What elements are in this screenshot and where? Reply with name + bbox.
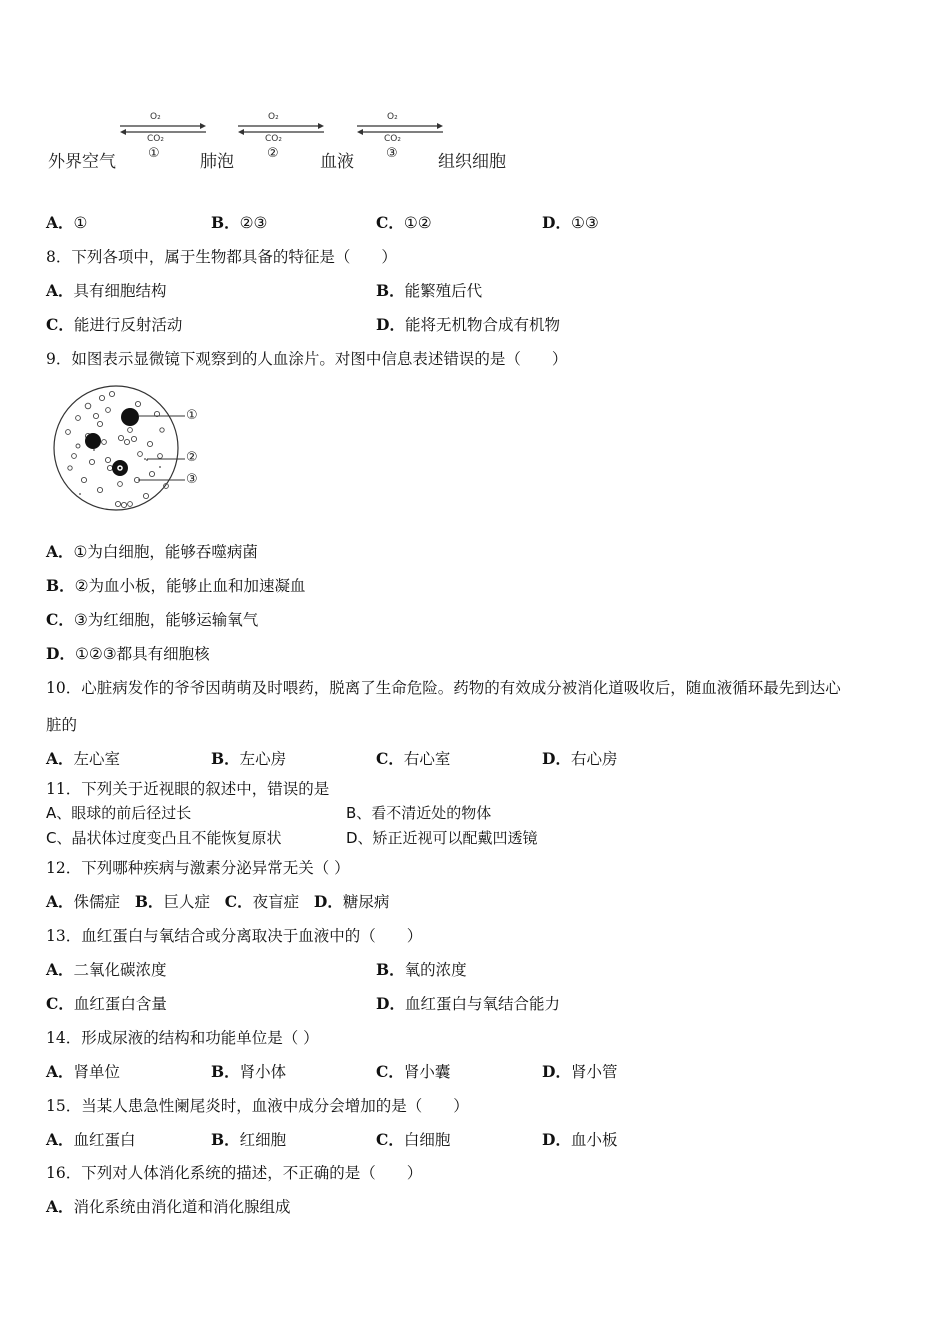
- option-d[interactable]: [542, 211, 599, 233]
- question-stem: 11．下列关于近视眼的叙述中，错误的是: [46, 780, 330, 798]
- option-c[interactable]: [376, 1060, 450, 1082]
- option-a[interactable]: [46, 279, 167, 301]
- option-text: 肾小体: [239, 1063, 287, 1081]
- option-d[interactable]: [314, 893, 389, 911]
- option-letter: D．: [376, 315, 405, 334]
- option-c[interactable]: [376, 1128, 450, 1150]
- option-d[interactable]: [542, 747, 617, 769]
- option-letter: C．: [46, 610, 74, 629]
- option-text: 能进行反射活动: [73, 316, 183, 334]
- option-text: 左心房: [239, 750, 287, 768]
- co2-label: CO₂: [384, 134, 401, 144]
- figure-label-2: ②: [186, 450, 198, 465]
- question-stem: 8．下列各项中，属于生物都具备的特征是（ ）: [46, 248, 397, 266]
- node-alveoli: 肺泡: [200, 152, 234, 172]
- option-text: 消化系统由消化道和消化腺组成: [73, 1198, 291, 1216]
- option-a[interactable]: A、眼球的前后径过长: [46, 804, 192, 822]
- option-letter: A．: [46, 892, 74, 911]
- option-text: 能繁殖后代: [404, 282, 483, 300]
- option-letter: A．: [46, 1062, 74, 1081]
- option-letter: B．: [211, 1130, 240, 1149]
- option-letter: A．: [46, 960, 74, 979]
- option-text: 右心房: [570, 750, 618, 768]
- option-text: ②③: [239, 214, 268, 232]
- option-a[interactable]: [46, 1060, 120, 1082]
- step-mark-3: ③: [386, 146, 398, 161]
- option-b[interactable]: [211, 747, 286, 769]
- question-stem: 15．当某人患急性阑尾炎时，血液中成分会增加的是（ ）: [46, 1097, 469, 1115]
- option-b[interactable]: [46, 574, 306, 596]
- option-text: 血红蛋白与氧结合能力: [404, 995, 560, 1013]
- option-text: 白细胞: [403, 1131, 451, 1149]
- option-letter: D．: [376, 994, 405, 1013]
- option-d[interactable]: [542, 1060, 617, 1082]
- question-stem-continued: 脏的: [46, 716, 78, 734]
- option-a[interactable]: [46, 958, 167, 980]
- option-c[interactable]: [376, 211, 432, 233]
- option-letter: A．: [46, 281, 74, 300]
- option-letter: A．: [46, 1197, 74, 1216]
- option-text: 具有细胞结构: [73, 282, 167, 300]
- option-text: 血小板: [570, 1131, 618, 1149]
- option-d[interactable]: D、矫正近视可以配戴凹透镜: [346, 829, 538, 847]
- option-text: 能将无机物合成有机物: [404, 316, 560, 334]
- question-stem: 12．下列哪种疾病与激素分泌异常无关（ ）: [46, 859, 350, 877]
- option-letter: C．: [224, 892, 253, 911]
- option-text: ①: [73, 214, 88, 232]
- option-d[interactable]: [46, 642, 210, 664]
- option-text: ①②: [403, 214, 432, 232]
- q12-options-row: [46, 890, 389, 912]
- question-stem: 10．心脏病发作的爷爷因萌萌及时喂药，脱离了生命危险。药物的有效成分被消化道吸收后，随血液循环最先到达心: [46, 679, 841, 697]
- option-letter: A．: [46, 213, 74, 232]
- option-letter: C．: [46, 994, 74, 1013]
- o2-label: O₂: [268, 112, 279, 122]
- option-text: ①②③都具有细胞核: [74, 645, 210, 663]
- co2-label: CO₂: [147, 134, 164, 144]
- option-text: 右心室: [403, 750, 451, 768]
- option-letter: D．: [542, 749, 571, 768]
- option-c[interactable]: [225, 893, 299, 911]
- option-text: ①为白细胞，能够吞噬病菌: [73, 543, 258, 561]
- node-tissue-cells: 组织细胞: [438, 152, 506, 172]
- option-letter: B．: [376, 281, 405, 300]
- option-text: ①③: [570, 214, 599, 232]
- question-stem: 16．下列对人体消化系统的描述，不正确的是（ ）: [46, 1164, 423, 1182]
- option-a[interactable]: [46, 211, 87, 233]
- option-text: 红细胞: [239, 1131, 287, 1149]
- option-text: 肾小管: [570, 1063, 618, 1081]
- option-letter: C．: [376, 1130, 404, 1149]
- step-mark-2: ②: [267, 146, 279, 161]
- option-b[interactable]: [211, 211, 267, 233]
- option-letter: C．: [376, 749, 404, 768]
- option-letter: D．: [542, 1130, 571, 1149]
- option-letter: D．: [542, 213, 571, 232]
- option-text: 巨人症: [163, 893, 210, 911]
- option-a[interactable]: [46, 540, 258, 562]
- option-text: 血红蛋白: [73, 1131, 136, 1149]
- option-d[interactable]: [376, 313, 560, 335]
- co2-label: CO₂: [265, 134, 282, 144]
- option-letter: B．: [211, 749, 240, 768]
- option-letter: B．: [376, 960, 405, 979]
- figure-label-3: ③: [186, 472, 198, 487]
- option-text: 二氧化碳浓度: [73, 961, 167, 979]
- option-letter: D．: [542, 1062, 571, 1081]
- option-b[interactable]: [211, 1128, 286, 1150]
- step-mark-1: ①: [148, 146, 160, 161]
- option-a[interactable]: [46, 1128, 136, 1150]
- option-a[interactable]: [46, 893, 120, 911]
- option-a[interactable]: [46, 747, 120, 769]
- option-letter: C．: [46, 315, 74, 334]
- question-stem: 9．如图表示显微镜下观察到的人血涂片。对图中信息表述错误的是（ ）: [46, 350, 568, 368]
- option-letter: B．: [211, 1062, 240, 1081]
- node-blood: 血液: [320, 152, 354, 172]
- option-c[interactable]: [46, 608, 258, 630]
- option-letter: D．: [46, 644, 75, 663]
- option-letter: A．: [46, 749, 74, 768]
- option-text: ③为红细胞，能够运输氧气: [73, 611, 259, 629]
- option-d[interactable]: [542, 1128, 617, 1150]
- figure-label-1: ①: [186, 408, 198, 423]
- option-c[interactable]: C、晶状体过度变凸且不能恢复原状: [46, 829, 282, 847]
- option-letter: B．: [211, 213, 240, 232]
- option-letter: C．: [376, 1062, 404, 1081]
- option-text: 左心室: [73, 750, 121, 768]
- question-stem: 13．血红蛋白与氧结合或分离取决于血液中的（ ）: [46, 927, 423, 945]
- option-c[interactable]: [376, 747, 450, 769]
- option-text: 氧的浓度: [404, 961, 467, 979]
- option-letter: A．: [46, 542, 74, 561]
- option-text: 糖尿病: [342, 893, 390, 911]
- option-letter: C．: [376, 213, 404, 232]
- option-text: 肾小囊: [403, 1063, 451, 1081]
- o2-label: O₂: [150, 112, 161, 122]
- option-text: 肾单位: [73, 1063, 121, 1081]
- option-text: 血红蛋白含量: [73, 995, 167, 1013]
- option-b[interactable]: [135, 893, 210, 911]
- option-text: 夜盲症: [252, 893, 300, 911]
- option-letter: B．: [134, 892, 164, 911]
- question-stem: 14．形成尿液的结构和功能单位是（ ）: [46, 1029, 319, 1047]
- option-d[interactable]: [376, 992, 560, 1014]
- option-letter: D．: [313, 892, 343, 911]
- option-text: 侏儒症: [73, 893, 121, 911]
- option-letter: A．: [46, 1130, 74, 1149]
- option-a[interactable]: [46, 1195, 291, 1217]
- option-text: ②为血小板，能够止血和加速凝血: [74, 577, 306, 595]
- option-c[interactable]: [46, 313, 182, 335]
- option-b[interactable]: [211, 1060, 286, 1082]
- option-letter: B．: [46, 576, 75, 595]
- option-b[interactable]: [376, 279, 482, 301]
- option-b[interactable]: B、看不清近处的物体: [346, 804, 492, 822]
- node-outside-air: 外界空气: [48, 152, 116, 172]
- option-c[interactable]: [46, 992, 167, 1014]
- option-b[interactable]: [376, 958, 467, 980]
- o2-label: O₂: [387, 112, 398, 122]
